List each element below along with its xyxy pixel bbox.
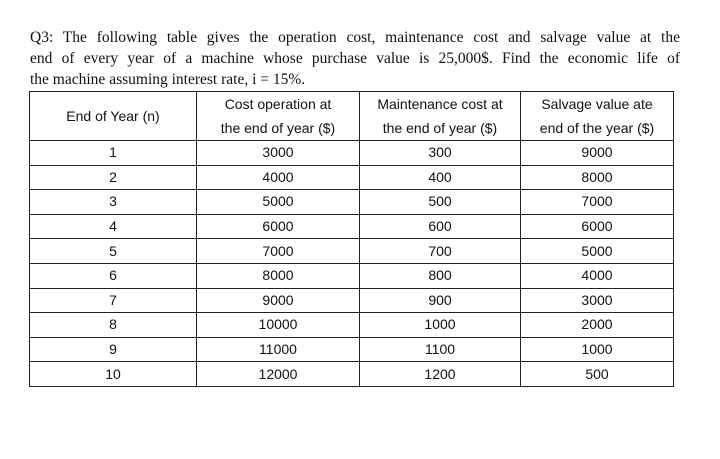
cell-year: 10: [30, 362, 197, 387]
cell-salvage-value: 4000: [521, 263, 674, 288]
cell-operation-cost: 7000: [197, 239, 360, 264]
cell-operation-cost: 6000: [197, 214, 360, 239]
cell-operation-cost: 5000: [197, 190, 360, 215]
table-row: [30, 362, 674, 387]
table-row: [30, 165, 674, 190]
table-row: [30, 313, 674, 338]
cell-operation-cost: 9000: [197, 288, 360, 313]
cell-salvage-value: 2000: [521, 313, 674, 338]
cell-year: 7: [30, 288, 197, 313]
cell-operation-cost: 10000: [197, 313, 360, 338]
table-body: [30, 141, 674, 387]
cell-year: 5: [30, 239, 197, 264]
cell-maintenance-cost: 600: [360, 214, 521, 239]
cell-salvage-value: 3000: [521, 288, 674, 313]
cell-year: 3: [30, 190, 197, 215]
cost-table: [29, 91, 674, 387]
cell-maintenance-cost: 500: [360, 190, 521, 215]
cell-year: 8: [30, 313, 197, 338]
cell-operation-cost: 3000: [197, 141, 360, 166]
header-salvage-value: Salvage value ate end of the year ($): [521, 92, 674, 141]
table-row: [30, 263, 674, 288]
table-header-row: [30, 92, 674, 141]
header-operation-cost: Cost operation at the end of year ($): [197, 92, 360, 141]
cell-salvage-value: 500: [521, 362, 674, 387]
cell-maintenance-cost: 1000: [360, 313, 521, 338]
cell-maintenance-cost: 300: [360, 141, 521, 166]
cell-salvage-value: 8000: [521, 165, 674, 190]
cell-year: 4: [30, 214, 197, 239]
header-maintenance-cost: Maintenance cost at the end of year ($): [360, 92, 521, 141]
cell-operation-cost: 8000: [197, 263, 360, 288]
table-row: [30, 214, 674, 239]
cell-year: 6: [30, 263, 197, 288]
table-row: [30, 239, 674, 264]
cell-maintenance-cost: 800: [360, 263, 521, 288]
cell-salvage-value: 9000: [521, 141, 674, 166]
cell-maintenance-cost: 900: [360, 288, 521, 313]
cell-year: 2: [30, 165, 197, 190]
table-row: [30, 190, 674, 215]
cell-maintenance-cost: 1200: [360, 362, 521, 387]
table-row: [30, 141, 674, 166]
table-row: [30, 337, 674, 362]
cell-maintenance-cost: 1100: [360, 337, 521, 362]
cell-maintenance-cost: 400: [360, 165, 521, 190]
cell-salvage-value: 1000: [521, 337, 674, 362]
question-line: Q3: The following table gives the operation cost, maintenance cost and salvage value at the: [30, 29, 680, 46]
table-row: [30, 288, 674, 313]
cell-operation-cost: 11000: [197, 337, 360, 362]
cell-operation-cost: 12000: [197, 362, 360, 387]
cell-year: 9: [30, 337, 197, 362]
cell-salvage-value: 5000: [521, 239, 674, 264]
cell-maintenance-cost: 700: [360, 239, 521, 264]
cell-salvage-value: 7000: [521, 190, 674, 215]
header-end-of-year: End of Year (n): [30, 92, 197, 141]
question-text: [30, 27, 680, 90]
cell-year: 1: [30, 141, 197, 166]
question-line: the machine assuming interest rate, i = 15%.: [30, 71, 306, 88]
cell-salvage-value: 6000: [521, 214, 674, 239]
question-line: end of every year of a machine whose purchase value is 25,000$. Find the economic life of: [30, 50, 680, 67]
cell-operation-cost: 4000: [197, 165, 360, 190]
